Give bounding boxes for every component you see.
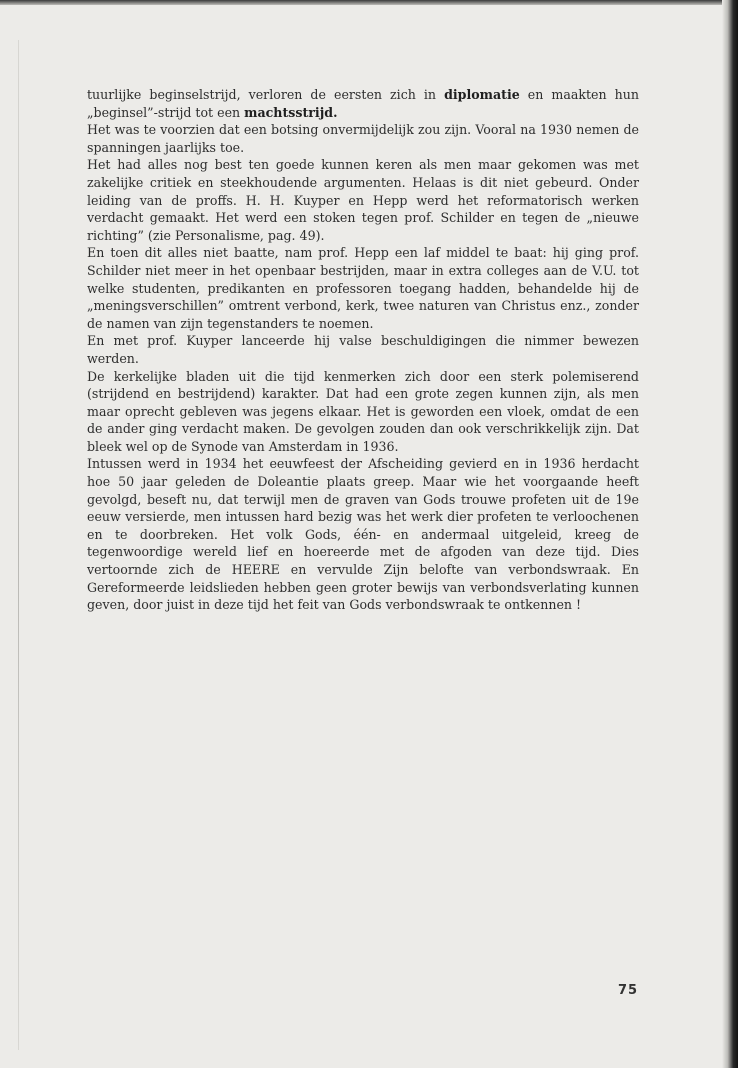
paragraph-text: en maakten hun „beginsel”-strijd tot een xyxy=(87,87,639,120)
paragraph-hepp: En toen dit alles niet baatte, nam prof. Hepp een laf middel te baat: hij ging prof. Schilder niet meer in het openbaar bestrijden, maar in extra colleges aan de V.U. tot welke studenten, predikanten en professoren toegang hadden, behandelde hij de „meningsverschillen” omtrent verbond, kerk, twee naturen van Christus enz., zonder de namen van zijn tegenstanders te noemen. xyxy=(87,245,639,331)
paragraph-kerkelijke-bladen: De kerkelijke bladen uit die tijd kenmerken zich door een sterk polemiserend (strijdend en bestrijdend) karakter. Dat had een grote zegen kunnen zijn, als men maar oprecht gebleven was jegens elkaar. Het is geworden een vloek, omdat de een de ander ging verdacht maken. De gevolgen zouden dan ook verschrikkelijk zijn. Dat bleek wel op de Synode van Amsterdam in 1936. xyxy=(87,368,639,454)
scan-margin-line xyxy=(18,40,19,1050)
paragraph-eeuwfeest: Intussen werd in 1934 het eeuwfeest der Afscheiding gevierd en in 1936 herdacht hoe 50 jaar geleden de Doleantie plaats greep. Maar wie het voorgaande heeft gevolgd, beseft nu, dat terwijl men de graven van Gods trouwe profeten uit de 19e eeuw versierde, men intussen hard bezig was het werk dier profeten te verloochenen en te doorbreken. Het volk Gods, één- en andermaal uitgeleid, kreeg de tegenwoordige wereld lief en hoereerde met de afgoden van deze tijd. Dies vertoornde zich de HEERE en vervulde Zijn belofte van verbondswraak. En Gereformeerde leidslieden hebben geen groter bewijs van verbondsverlating kunnen geven, door juist in deze tijd het feit van Gods verbondswraak te ontkennen ! xyxy=(87,456,639,613)
paragraph-kuyper: En met prof. Kuyper lanceerde hij valse beschuldigingen die nimmer bewezen werden. xyxy=(87,333,639,366)
paragraph-text: tuurlijke beginselstrijd, verloren de eersten zich in xyxy=(87,87,445,102)
body-text xyxy=(87,86,639,614)
page-top-edge xyxy=(0,0,738,5)
page-right-edge xyxy=(722,0,738,1068)
paragraph-botsing: Het was te voorzien dat een botsing onvermijdelijk zou zijn. Vooral na 1930 nemen de spanningen jaarlijks toe. xyxy=(87,122,639,155)
paragraph-diplomatie xyxy=(87,86,639,121)
emphasis-machtsstrijd: machtsstrijd. xyxy=(244,104,338,120)
emphasis-diplomatie: diplomatie xyxy=(444,87,520,102)
page-number: 75 xyxy=(618,983,639,998)
paragraph-critiek: Het had alles nog best ten goede kunnen keren als men maar gekomen was met zakelijke critiek en steekhoudende argumenten. Helaas is dit niet gebeurd. Onder leiding van de proffs. H. H. Kuyper en Hepp werd het reformatorisch werken verdacht gemaakt. Het werd een stoken tegen prof. Schilder en tegen de „nieuwe richting” (zie Personalisme, pag. 49). xyxy=(87,157,639,243)
